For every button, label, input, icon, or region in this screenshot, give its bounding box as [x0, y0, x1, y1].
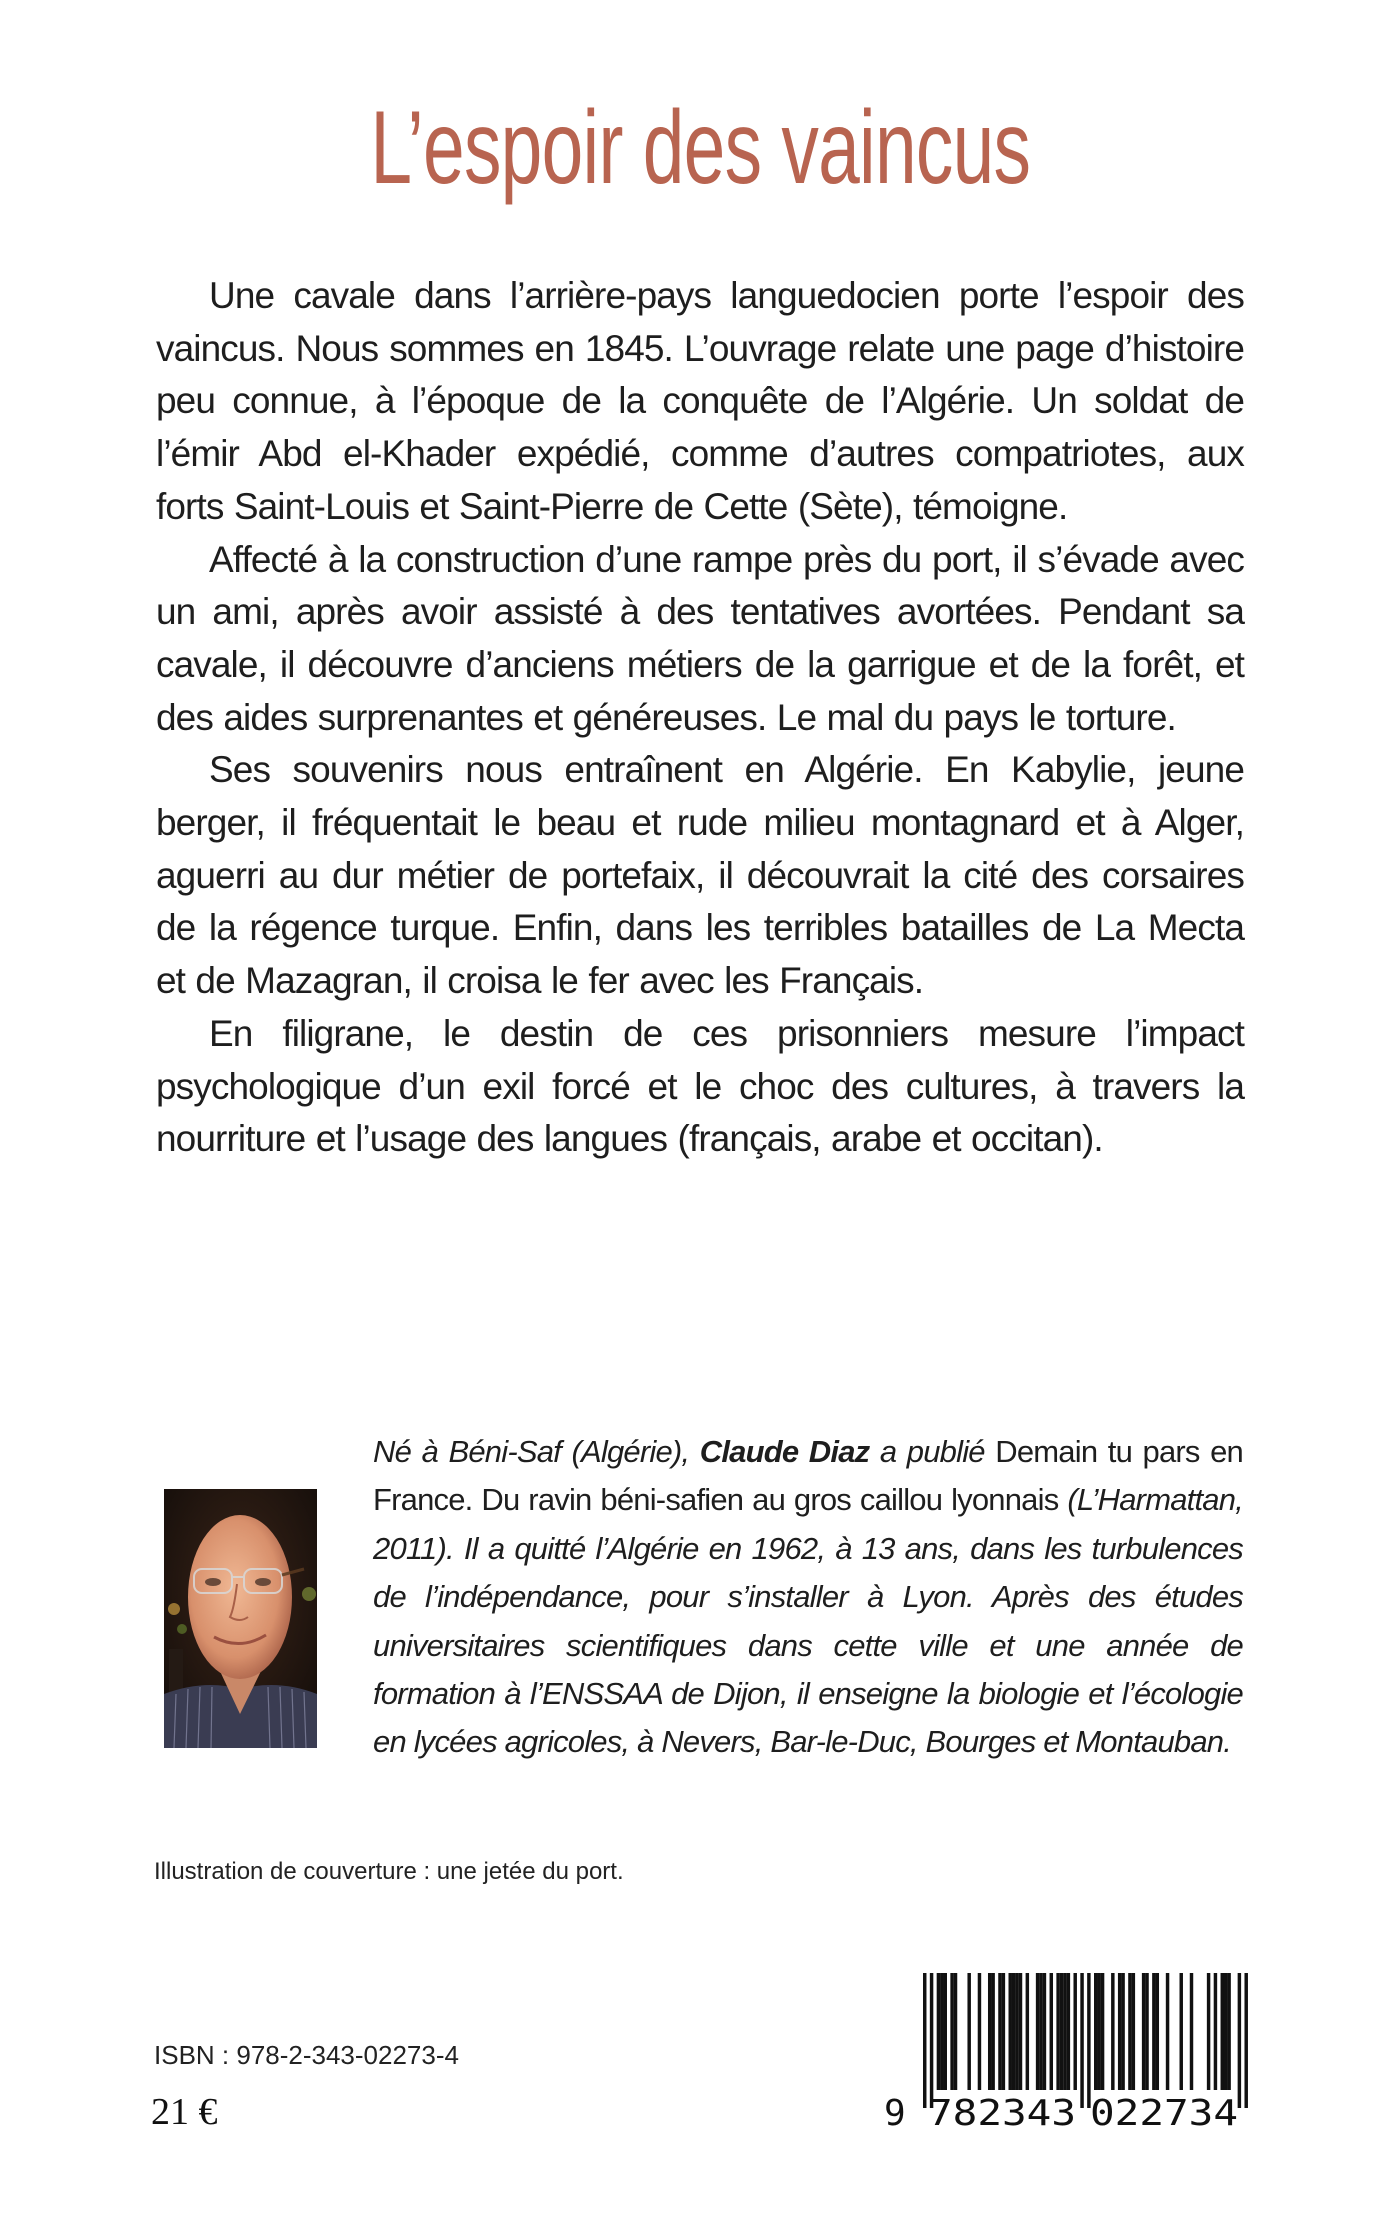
barcode-bar [1094, 1973, 1097, 2090]
barcode-bar [1015, 1973, 1018, 2090]
barcode-bar [1238, 1973, 1241, 2108]
barcode-bar [1121, 1973, 1124, 2090]
barcode-bar [1152, 1973, 1155, 2090]
barcode-bar [998, 1973, 1001, 2090]
barcode-bar [1142, 1973, 1145, 2090]
author-photo [164, 1489, 317, 1748]
isbn: ISBN : 978-2-343-02273-4 [154, 2040, 459, 2070]
book-title [0, 90, 1400, 206]
bio-intro: Né à Béni-Saf (Algérie), [373, 1434, 700, 1469]
barcode-bar [1166, 1973, 1169, 2090]
barcode-bars [923, 1973, 1248, 2108]
barcode-bar [1180, 1973, 1183, 2090]
barcode-bar [1214, 1973, 1217, 2090]
barcode-bar [1244, 1973, 1247, 2108]
author-name: Claude Diaz [699, 1434, 870, 1469]
barcode-bar [1190, 1973, 1193, 2090]
barcode-bar [991, 1973, 994, 2090]
barcode-bar [944, 1973, 947, 2090]
barcode-bar [1009, 1973, 1012, 2090]
price: 21 € [151, 2091, 218, 2133]
barcode-bar [940, 1973, 943, 2090]
barcode-bar [1118, 1973, 1121, 2090]
barcode-bar [1221, 1973, 1224, 2090]
synopsis-paragraph: En filigrane, le destin de ces prisonniers mesure l’impact psychologique d’un exil forcé et le choc des cultures, à travers la nourriture et l’usage des langues (français, arabe et occitan). [156, 1012, 1244, 1160]
barcode-first-digit: 9 [884, 2093, 906, 2134]
barcode-bar [1111, 1973, 1114, 2090]
barcode-bar [1156, 1973, 1159, 2090]
barcode-bar [1097, 1973, 1100, 2090]
bio-published: a publié [869, 1434, 996, 1469]
barcode-bar [1145, 1973, 1148, 2090]
barcode-bar [1039, 1973, 1042, 2090]
barcode-bar [1063, 1973, 1066, 2090]
barcode-bar [950, 1973, 953, 2090]
barcode-bar [1056, 1973, 1059, 2090]
barcode-bar [1087, 1973, 1090, 2108]
previous-book-title: Demain tu pars en France. Du ravin béni-safien au gros caillou lyonnais [373, 1434, 1243, 1518]
barcode-bar [1132, 1973, 1135, 2090]
barcode-bar [1036, 1973, 1039, 2090]
barcode-bar [967, 1973, 970, 2090]
barcode-bar [1050, 1973, 1053, 2090]
barcode-bar [1128, 1973, 1131, 2090]
barcode-bar [1227, 1973, 1230, 2090]
author-portrait-icon [164, 1489, 317, 1748]
synopsis-paragraph: Affecté à la construction d’une rampe près du port, il s’évade avec un ami, après avoir assisté à des tentatives avortées. Pendant sa cavale, il découvre d’anciens métiers de la garrigue et de la forêt, et des aides surprenantes et généreuses. Le mal du pays le torture. [156, 538, 1244, 738]
synopsis-paragraph: Ses souvenirs nous entraînent en Algérie. En Kabylie, jeune berger, il fréquentait le beau et rude milieu montagnard et à Alger, aguerri au dur métier de portefaix, il découvrait la cité des corsaires de la régence turque. Enfin, dans les terribles batailles de La Mecta et de Mazagran, il croisa le fer avec les Français. [156, 749, 1244, 1002]
barcode-bar [1080, 1973, 1083, 2108]
barcode-bar [937, 1973, 940, 2090]
synopsis-paragraph: Une cavale dans l’arrière-pays languedocien porte l’espoir des vaincus. Nous sommes en 1845. L’ouvrage relate une page d’histoire peu connue, à l’époque de la conquête de l’Algérie. Un soldat de l’émir Abd el-Khader expédié, comme d’autres compatriotes, aux forts Saint-Louis et Saint-Pierre de Cette (Sète), témoigne. [156, 275, 1244, 527]
barcode-bar [923, 1973, 926, 2108]
barcode-bar [1207, 1973, 1210, 2090]
bio-rest: (L’Harmattan, 2011). Il a quitté l’Algérie en 1962, à 13 ans, dans les turbulences de l’indépendance, pour s’installer à Lyon. Après des études universitaires scientifiques dans cette ville et une année de formation à l’ENSSAA de Dijon, il enseigne la biologie et l’écologie en lycées agricoles, à Nevers, Bar-le-Duc, Bourges et Montauban. [373, 1482, 1243, 1760]
barcode-bar [1060, 1973, 1063, 2090]
cover-caption: Illustration de couverture : une jetée du port. [154, 1858, 624, 1885]
ean13-barcode [880, 1965, 1260, 2135]
barcode-bar [930, 1973, 933, 2108]
barcode-bar [978, 1973, 981, 2090]
synopsis [156, 270, 1244, 1166]
barcode-bar [1002, 1973, 1005, 2090]
barcode-bar [1026, 1973, 1029, 2090]
author-bio [373, 1428, 1243, 1767]
barcode-bar [1043, 1973, 1046, 2090]
barcode-bar [1073, 1973, 1076, 2090]
barcode-bar [988, 1973, 991, 2090]
book-title-text: L’espoir des vaincus [370, 90, 1030, 206]
barcode-right-digits: 022734 [1090, 2093, 1238, 2134]
barcode-bar [1067, 1973, 1070, 2090]
barcode-bar [1012, 1973, 1015, 2090]
barcode-bar [954, 1973, 957, 2090]
barcode-bar [1019, 1973, 1022, 2090]
barcode-bar [1101, 1973, 1104, 2090]
barcode-bar [1224, 1973, 1227, 2090]
barcode-left-digits: 782343 [928, 2093, 1076, 2134]
